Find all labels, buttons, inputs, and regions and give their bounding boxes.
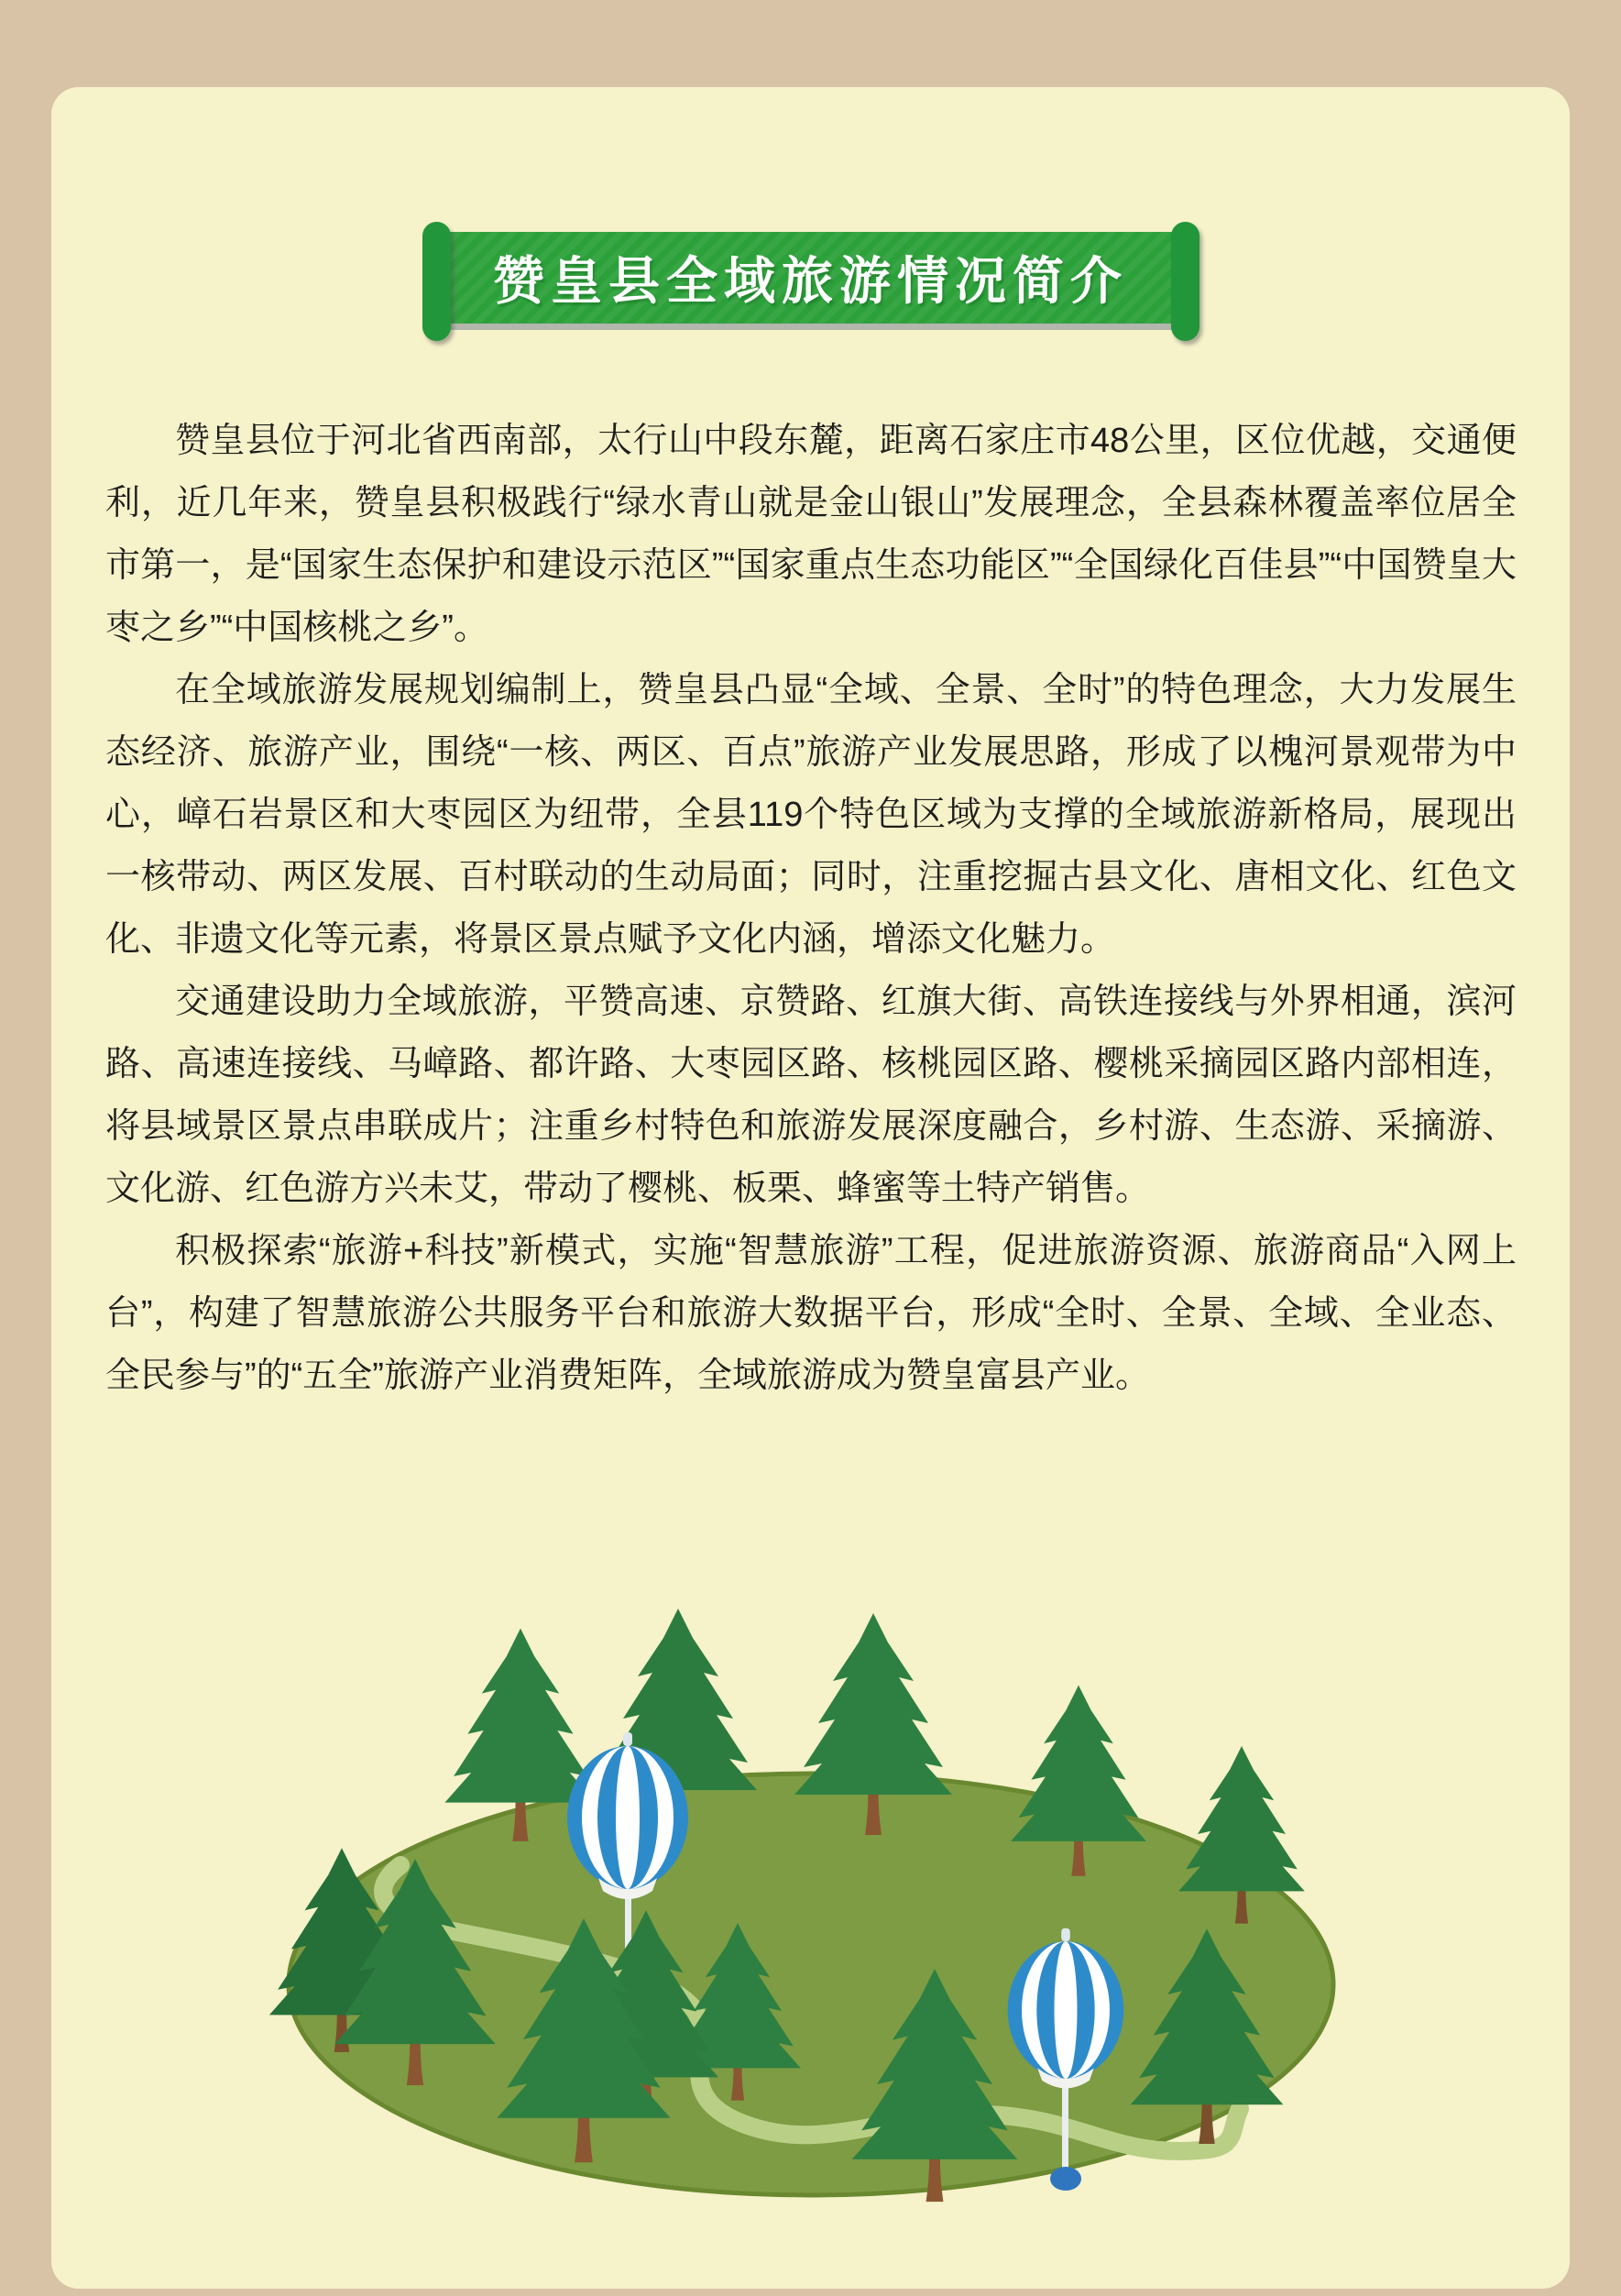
title-banner	[422, 222, 1199, 341]
paragraph-location-overview: 赞皇县位于河北省西南部，太行山中段东麓，距离石家庄市48公里，区位优越，交通便利，近几年来，赞皇县积极践行“绿水青山就是金山银山”发展理念，全县森林覆盖率位居全市第一，是“国家生态保护和建设示范区”“国家重点生态功能区”“全国绿化百佳县”“中国赞皇大枣之乡”“中国核桃之乡”。	[105, 422, 1517, 647]
umbrella-base	[1050, 2167, 1081, 2191]
park-illustration-svg	[261, 1599, 1361, 2204]
page-title: 赞皇县全域旅游情况简介	[493, 252, 1128, 310]
paragraph-transportation: 交通建设助力全域旅游，平赞高速、京赞路、红旗大街、高铁连接线与外界相通，滨河路、高速连接线、马嶂路、都许路、大枣园区路、核桃园区路、樱桃采摘园区路内部相连，将县域景区景点串联成片；注重乡村特色和旅游发展深度融合，乡村游、生态游、采摘游、文化游、红色游方兴未艾，带动了樱桃、板栗、蜂蜜等土特产销售。	[105, 983, 1517, 1208]
banner-right-rod	[1171, 222, 1199, 341]
paragraph-planning: 在全域旅游发展规划编制上，赞皇县凸显“全域、全景、全时”的特色理念，大力发展生态经济、旅游产业，围绕“一核、两区、百点”旅游产业发展思路，形成了以槐河景观带为中心，嶂石岩景区和大枣园区为纽带，全县119个特色区域为支撑的全域旅游新格局，展现出一核带动、两区发展、百村联动的生动局面；同时，注重挖掘古县文化、唐相文化、红色文化、非遗文化等元素，将景区景点赋予文化内涵，增添文化魅力。	[105, 671, 1517, 959]
banner-left-rod	[422, 222, 451, 341]
park-illustration	[261, 1599, 1361, 2204]
article-body	[105, 410, 1517, 1407]
banner-ribbon	[436, 232, 1186, 324]
content-card	[51, 87, 1570, 2289]
paragraph-smart-tourism: 积极探索“旅游+科技”新模式，实施“智慧旅游”工程，促进旅游资源、旅游商品“入网上台”，构建了智慧旅游公共服务平台和旅游大数据平台，形成“全时、全景、全域、全业态、全民参与”的“五全”旅游产业消费矩阵，全域旅游成为赞皇富县产业。	[105, 1232, 1517, 1395]
